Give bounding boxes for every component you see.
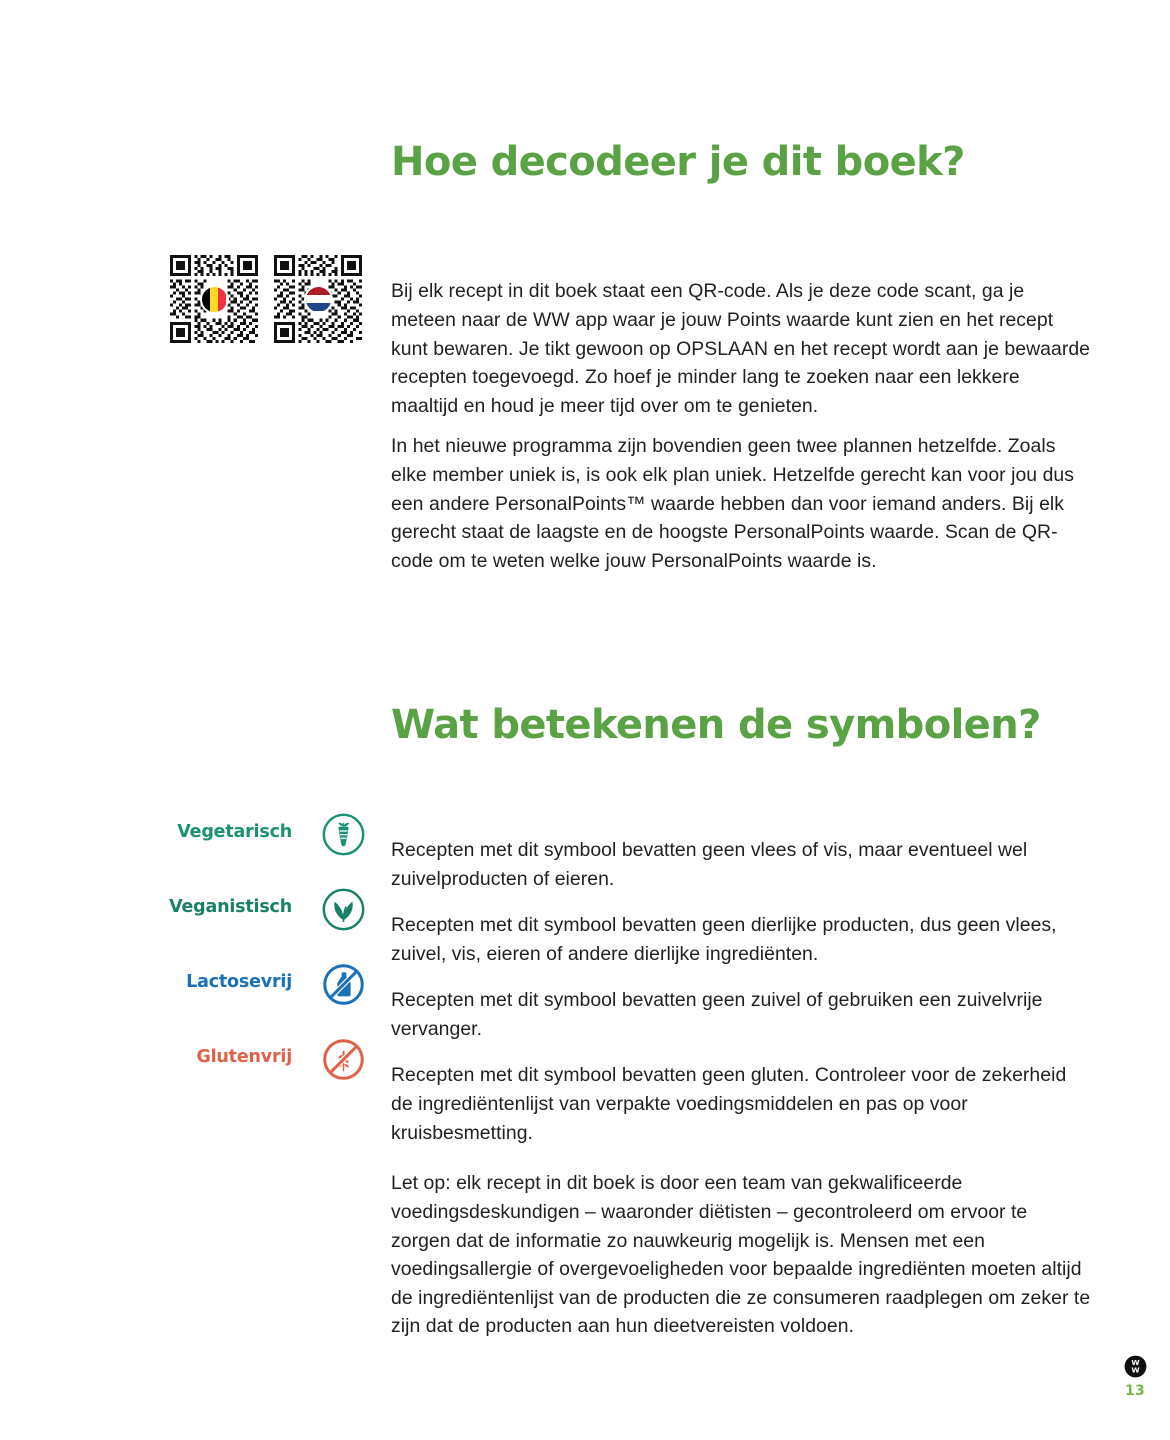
no-wheat-icon: [321, 1037, 366, 1082]
paragraph-personalpoints: In het nieuwe programma zijn bovendien geen twee plannen hetzelfde. Zoals elke member uniek is, is ook elk plan uniek. Hetzelfde gerecht kan voor jou dus een andere PersonalPoints™ waarde hebben dan voor iemand anders. Bij elk gerecht staat de laagste en de hoogste PersonalPoints waarde. Scan de QR-code om te weten welke jouw PersonalPoints waarde is.: [391, 435, 1074, 572]
svg-text:W: W: [1130, 1365, 1140, 1375]
heading-decode-book: Hoe decodeer je dit boek?: [391, 138, 965, 185]
symbol-label-veganistisch: Veganistisch: [169, 897, 292, 917]
symbol-label-vegetarisch: Vegetarisch: [177, 822, 292, 842]
symbol-description-veganistisch: Recepten met dit symbool bevatten geen dierlijke producten, dus geen vlees, zuivel, vis, eieren of andere dierlijke ingrediënten.: [391, 914, 1057, 965]
symbol-description-lactosevrij: Recepten met dit symbool bevatten geen zuivel of gebruiken een zuivelvrije vervanger.: [391, 989, 1043, 1040]
ww-logo-icon: [1124, 1355, 1147, 1378]
qr-code-netherlands[interactable]: [274, 255, 362, 343]
qr-code-belgium[interactable]: [170, 255, 258, 343]
carrot-icon: [321, 812, 366, 857]
sprout-icon: [321, 887, 366, 932]
paragraph-allergy-note: Let op: elk recept in dit boek is door een team van gekwalificeerde voedingsdeskundigen – waaronder diëtisten – gecontroleerd om ervoor te zorgen dat de informatie zo nauwkeurig mogelijk is. Mensen met een voedingsallergie of overgevoeligheden voor bepaalde ingrediënten moeten altijd de ingrediëntenlijst van de producten die ze consumeren raadplegen om zeker te zijn dat de producten aan hun dieetvereisten voldoen.: [391, 1172, 1091, 1338]
no-milk-bottle-icon: [321, 962, 366, 1007]
symbol-description-glutenvrij: Recepten met dit symbool bevatten geen gluten. Controleer voor de zekerheid de ingrediëntenlijst van verpakte voedingsmiddelen en pas op voor kruisbesmetting.: [391, 1064, 1067, 1144]
symbol-description-vegetarisch: Recepten met dit symbool bevatten geen vlees of vis, maar eventueel wel zuivelproducten of eieren.: [391, 839, 1028, 890]
flag-belgium-icon: [200, 285, 229, 314]
flag-netherlands-icon: [304, 285, 333, 314]
symbol-label-glutenvrij: Glutenvrij: [196, 1047, 292, 1067]
page-footer: [1112, 1355, 1158, 1399]
qr-code-group: [170, 255, 362, 343]
page-number: 13: [1124, 1383, 1146, 1399]
symbol-label-lactosevrij: Lactosevrij: [186, 972, 292, 992]
heading-symbols: Wat betekenen de symbolen?: [391, 701, 1041, 748]
svg-text:W: W: [1130, 1358, 1140, 1368]
paragraph-qr-instructions: Bij elk recept in dit boek staat een QR-code. Als je deze code scant, ga je meteen naar de WW app waar je jouw Points waarde kunt zien en het recept kunt bewaren. Je tikt gewoon op OPSLAAN en het recept wordt aan je bewaarde recepten toegevoegd. Zo hoef je minder lang te zoeken naar een lekkere maaltijd en houd je meer tijd over om te genieten.: [391, 280, 1091, 417]
